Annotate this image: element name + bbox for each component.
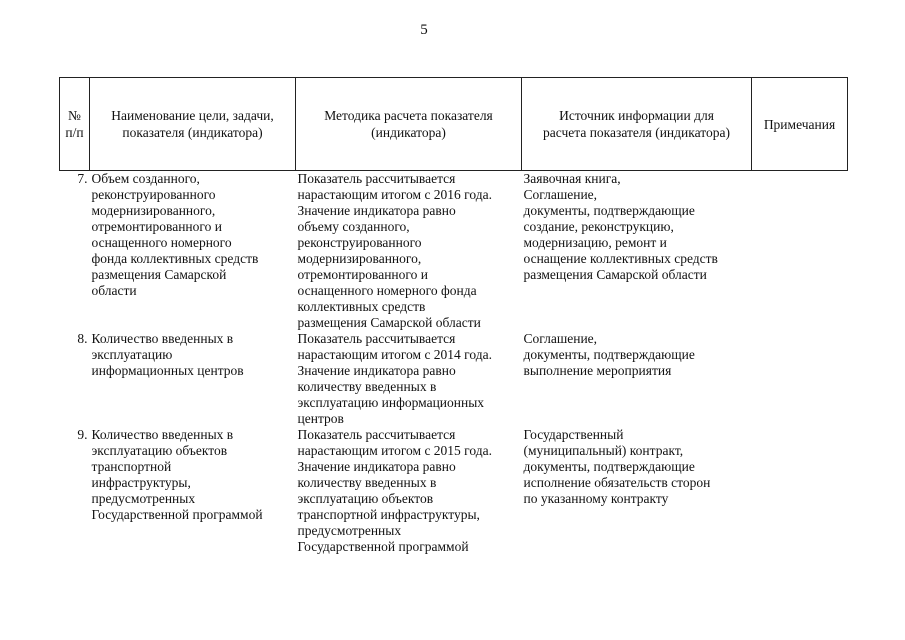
source-line: по указанному контракту bbox=[523, 491, 669, 506]
table-row bbox=[60, 331, 848, 427]
header-line: Наименование цели, задачи, bbox=[111, 108, 274, 123]
source-line: Соглашение, bbox=[523, 331, 598, 346]
header-notes bbox=[752, 78, 848, 171]
cell-source bbox=[522, 427, 752, 555]
header-line: № bbox=[68, 108, 81, 123]
name-line: модернизированного, bbox=[91, 203, 216, 218]
header-line: Источник информации для bbox=[559, 108, 714, 123]
method-line: коллективных средств bbox=[297, 299, 426, 314]
source-line: (муниципальный) контракт, bbox=[523, 443, 684, 458]
table-header-row bbox=[60, 78, 848, 171]
cell-method bbox=[296, 171, 522, 332]
cell-name bbox=[90, 331, 296, 427]
source-line: выполнение мероприятия bbox=[523, 363, 672, 378]
name-line: транспортной bbox=[91, 459, 172, 474]
method-line: размещения Самарской области bbox=[297, 315, 481, 330]
source-line: Соглашение, bbox=[523, 187, 598, 202]
method-line: нарастающим итогом с 2016 года. bbox=[297, 187, 492, 202]
header-method bbox=[296, 78, 522, 171]
name-line: эксплуатацию bbox=[91, 347, 173, 362]
cell-notes bbox=[752, 331, 848, 427]
header-line: показателя (индикатора) bbox=[122, 125, 263, 140]
header-line: расчета показателя (индикатора) bbox=[543, 125, 730, 140]
cell-method bbox=[296, 427, 522, 555]
method-line: оснащенного номерного фонда bbox=[297, 283, 477, 298]
source-line: размещения Самарской области bbox=[523, 267, 707, 282]
table-body bbox=[60, 171, 848, 556]
name-line: эксплуатацию объектов bbox=[91, 443, 228, 458]
table-row bbox=[60, 427, 848, 555]
method-line: эксплуатацию объектов bbox=[297, 491, 434, 506]
cell-name bbox=[90, 171, 296, 332]
cell-num: 9. bbox=[77, 427, 88, 442]
name-line: оснащенного номерного bbox=[91, 235, 232, 250]
header-source bbox=[522, 78, 752, 171]
cell-notes bbox=[752, 171, 848, 332]
method-line: Значение индикатора равно bbox=[297, 203, 456, 218]
source-line: документы, подтверждающие bbox=[523, 347, 695, 362]
method-line: количеству введенных в bbox=[297, 379, 437, 394]
method-line: Показатель рассчитывается bbox=[297, 331, 456, 346]
method-line: транспортной инфраструктуры, bbox=[297, 507, 480, 522]
source-line: документы, подтверждающие bbox=[523, 203, 695, 218]
method-line: Государственной программой bbox=[297, 539, 469, 554]
name-line: области bbox=[91, 283, 137, 298]
method-line: Значение индикатора равно bbox=[297, 459, 456, 474]
name-line: инфраструктуры, bbox=[91, 475, 191, 490]
method-line: Показатель рассчитывается bbox=[297, 171, 456, 186]
cell-source bbox=[522, 331, 752, 427]
header-line: Методика расчета показателя bbox=[324, 108, 493, 123]
source-line: Государственный bbox=[523, 427, 624, 442]
name-line: Государственной программой bbox=[91, 507, 263, 522]
cell-num: 8. bbox=[77, 331, 88, 346]
cell-name bbox=[90, 427, 296, 555]
source-line: оснащение коллективных средств bbox=[523, 251, 718, 266]
source-line: исполнение обязательств сторон bbox=[523, 475, 711, 490]
header-name bbox=[90, 78, 296, 171]
method-line: нарастающим итогом с 2014 года. bbox=[297, 347, 492, 362]
source-line: документы, подтверждающие bbox=[523, 459, 695, 474]
table-row bbox=[60, 171, 848, 332]
cell-source bbox=[522, 171, 752, 332]
method-line: Значение индикатора равно bbox=[297, 363, 456, 378]
name-line: предусмотренных bbox=[91, 491, 196, 506]
name-line: информационных центров bbox=[91, 363, 244, 378]
method-line: количеству введенных в bbox=[297, 475, 437, 490]
method-line: отремонтированного и bbox=[297, 267, 428, 282]
cell-num: 7. bbox=[77, 171, 88, 186]
source-line: Заявочная книга, bbox=[523, 171, 621, 186]
name-line: размещения Самарской bbox=[91, 267, 227, 282]
name-line: Объем созданного, bbox=[91, 171, 200, 186]
method-line: реконструированного bbox=[297, 235, 422, 250]
method-line: объему созданного, bbox=[297, 219, 410, 234]
method-line: нарастающим итогом с 2015 года. bbox=[297, 443, 492, 458]
header-line: Примечания bbox=[763, 116, 836, 132]
name-line: фонда коллективных средств bbox=[91, 251, 259, 266]
source-line: модернизацию, ремонт и bbox=[523, 235, 667, 250]
header-line: (индикатора) bbox=[371, 125, 446, 140]
header-line: п/п bbox=[65, 125, 84, 140]
source-line: создание, реконструкцию, bbox=[523, 219, 674, 234]
method-line: Показатель рассчитывается bbox=[297, 427, 456, 442]
method-line: эксплуатацию информационных bbox=[297, 395, 485, 410]
header-number bbox=[60, 78, 90, 171]
method-line: модернизированного, bbox=[297, 251, 422, 266]
cell-method bbox=[296, 331, 522, 427]
method-line: предусмотренных bbox=[297, 523, 402, 538]
name-line: Количество введенных в bbox=[91, 331, 234, 346]
name-line: реконструированного bbox=[91, 187, 216, 202]
name-line: отремонтированного и bbox=[91, 219, 222, 234]
cell-notes bbox=[752, 427, 848, 555]
indicators-table bbox=[59, 77, 848, 555]
name-line: Количество введенных в bbox=[91, 427, 234, 442]
method-line: центров bbox=[297, 411, 344, 426]
page-number: 5 bbox=[420, 22, 428, 38]
